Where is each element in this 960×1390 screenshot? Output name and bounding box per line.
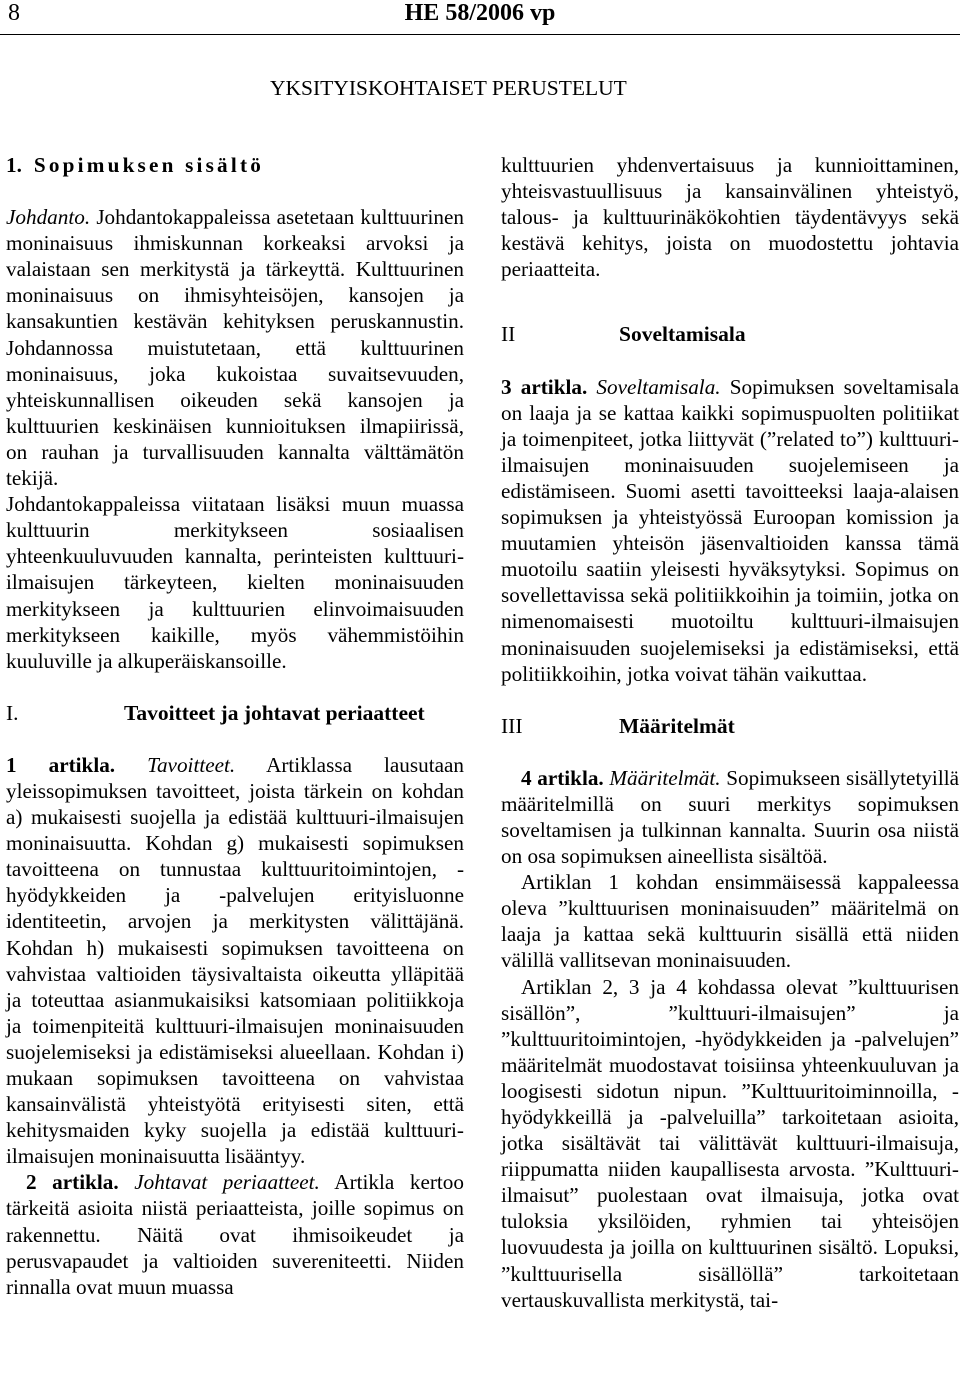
section-title: Sopimuksen sisältö: [33, 153, 264, 177]
chapter-title: Soveltamisala: [619, 322, 746, 347]
page-number: 8: [8, 0, 20, 26]
left-column: [6, 152, 464, 1300]
article-4-paragraph: [501, 765, 959, 869]
article-1-paragraph: [6, 752, 464, 1170]
chapter-number: I.: [6, 700, 19, 725]
article-1-text: Artiklassa lausutaan yleissopimuksen tavoitteet, joista tärkein on kohdan a) mukaisesti suojella ja edistää kulttuuri-ilmaisujen moninaisuutta. Kohdan g) mukaisesti sopimuksen tavoitteena on tunnustaa kulttuuritoimintojen, -hyödykkeiden ja -palvelujen erityisluonne identiteetin, arvojen ja merkitysten välittäjänä. Kohdan h) mukaisesti sopimuksen tavoitteena on vahvistaa valtioiden täysivaltaista oikeutta ylläpitää ja toteuttaa asianmukaisiksi katsomiaan politiikkoja ja toimenpiteitä kulttuuri-ilmaisujen moninaisuuden suojelemiseksi ja edistämiseksi alueellaan. Kohdan i) mukaan sopimuksen tavoitteena on vahvistaa kansainvälistä yhteistyötä erityisesti siten, että kehitysmaiden kyky suojella ja edistää kulttuuri-ilmaisujen moninaisuutta lisääntyy.: [6, 752, 464, 1169]
article-4-paragraph-3: Artiklan 2, 3 ja 4 kohdassa olevat ”kulttuurisen sisällön”, ”kulttuuri-ilmaisujen” ja ”kulttuuritoimintojen, -hyödykkeiden ja -palvelujen” määritelmät muodostavat toisiinsa yhteenkuuluvan ja loogisesti sidotun nipun. ”Kulttuuritoiminnoilla, -hyödykkeillä ja -palveluilla” tarkoitetaan asioita, jotka sisältävät tai välittävät kulttuuri-ilmaisuja, riippumatta niiden kaupallisesta arvosta. ”Kulttuuri-ilmaisut” puolestaan ovat ilmaisuja, jotka ovat tuloksia yksilöiden, ryhmien tai yhteisöjen luovuudesta ja joilla on kulttuurinen sisältö. Lopuksi, ”kulttuurisella sisällöllä” tarkoitetaan vertauskuvallista merkitystä, tai-: [501, 974, 959, 1312]
article-3-name: Soveltamisala.: [596, 374, 721, 399]
chapter-heading-2: [501, 321, 959, 347]
chapter-title: Määritelmät: [619, 713, 735, 738]
section-number: 1.: [6, 153, 22, 177]
header-rule: [0, 34, 960, 35]
document-title: YKSITYISKOHTAISET PERUSTELUT: [270, 76, 627, 100]
chapter-heading-1: [6, 700, 464, 726]
article-1-label: 1 artikla.: [6, 752, 116, 777]
chapter-heading-3: [501, 713, 959, 739]
running-title: HE 58/2006 vp: [404, 0, 556, 26]
article-1-name: Tavoitteet.: [147, 752, 236, 777]
article-3-paragraph: [501, 374, 959, 687]
article-2-name: Johtavat periaatteet.: [134, 1170, 320, 1195]
article-3-label: 3 artikla.: [501, 374, 588, 399]
johdanto-paragraph-2: Johdantokappaleissa viitataan lisäksi muun muassa kulttuurin merkitykseen sosiaalisen yhteenkuuluvuuden kannalta, perinteisten kulttuuri-ilmaisujen tärkeyteen, kielten moninaisuuden merkitykseen ja kulttuurien elinvoimaisuuden merkitykseen kaikille, myös vähemmistöihin kuuluville ja alkuperäiskansoille.: [6, 492, 464, 673]
right-column: [501, 152, 959, 1313]
section-heading: [6, 152, 464, 178]
chapter-number: II: [501, 322, 516, 347]
johdanto-label: Johdanto.: [6, 205, 91, 230]
chapter-title: Tavoitteet ja johtavat periaatteet: [124, 700, 425, 725]
article-2-label: 2 artikla.: [26, 1170, 119, 1195]
article-4-label: 4 artikla.: [521, 765, 604, 790]
article-3-text: Sopimuksen soveltamisala on laaja ja se kattaa kaikki sopimuspuolten politiikat ja toimenpiteet, jotka liittyvät (”related to”) kulttuuri-ilmaisujen moninaisuuden suojelemiseen ja edistämiseen. Suomi asetti tavoitteeksi laaja-alaisen sopimuksen ja yhteistyössä Euroopan komission ja muutamien yhteisön jäsenvaltioiden kanssa tämä muotoilu saatiin yleisesti hyväksytyksi. Sopimus on sovellettavissa sekä politiikkoihin ja toimiin, jotka on nimenomaisesti muotoiltu kulttuuri-ilmaisujen moninaisuuden suojelemiseksi ja edistämiseksi, että politiikkoihin, jotka voivat tähän vaikuttaa.: [501, 374, 959, 686]
article-4-paragraph-2: Artiklan 1 kohdan ensimmäisessä kappaleessa oleva ”kulttuurisen moninaisuuden” määritelmä on laaja ja kattaa sekä kulttuurin sisällä että niiden välillä vallitsevan moninaisuuden.: [501, 870, 959, 973]
article-2-text: Artikla kertoo tärkeitä asioita niistä periaatteista, joille sopimus on rakennettu. Näitä ovat ihmisoikeudet ja perusvapaudet ja valtioiden suvereniteetti. Niiden rinnalla ovat muun muassa: [6, 1170, 464, 1299]
continuation-paragraph: kulttuurien yhdenvertaisuus ja kunnioittaminen, yhteisvastuullisuus ja kansainvälinen yhteistyö, talous- ja kulttuurinäkökohtien täydentävyys sekä kestävä kehitys, joista on muodostettu johtavia periaatteita.: [501, 153, 959, 282]
johdanto-text: Johdantokappaleissa asetetaan kulttuurinen moninaisuus ihmiskunnan korkeaksi arvoksi ja valaistaan sen merkitystä ja tärkeyttä. Kulttuurinen moninaisuus on ihmisyhteisöjen, kansojen ja kansakuntien kestävän kehityksen peruskannustin. Johdannossa muistutetaan, että kulttuurinen moninaisuus, joka kukoistaa suvaitsevuuden, yhteiskunnallisen oikeuden sekä kansojen ja kulttuurien keskinäisen kunnioituksen ilmapiirissä, on rauhan ja turvallisuuden kannalta välttämätön tekijä.: [6, 205, 464, 491]
johdanto-paragraph: [6, 204, 464, 491]
chapter-number: III: [501, 713, 523, 738]
article-4-text: Sopimukseen sisällytetyillä määritelmillä on suuri merkitys sopimuksen soveltamisen ja tulkinnan kannalta. Suurin osa niistä on osa sopimuksen aineellista sisältöä.: [501, 765, 959, 869]
article-4-name: Määritelmät.: [609, 765, 721, 790]
article-2-paragraph: [6, 1169, 464, 1299]
